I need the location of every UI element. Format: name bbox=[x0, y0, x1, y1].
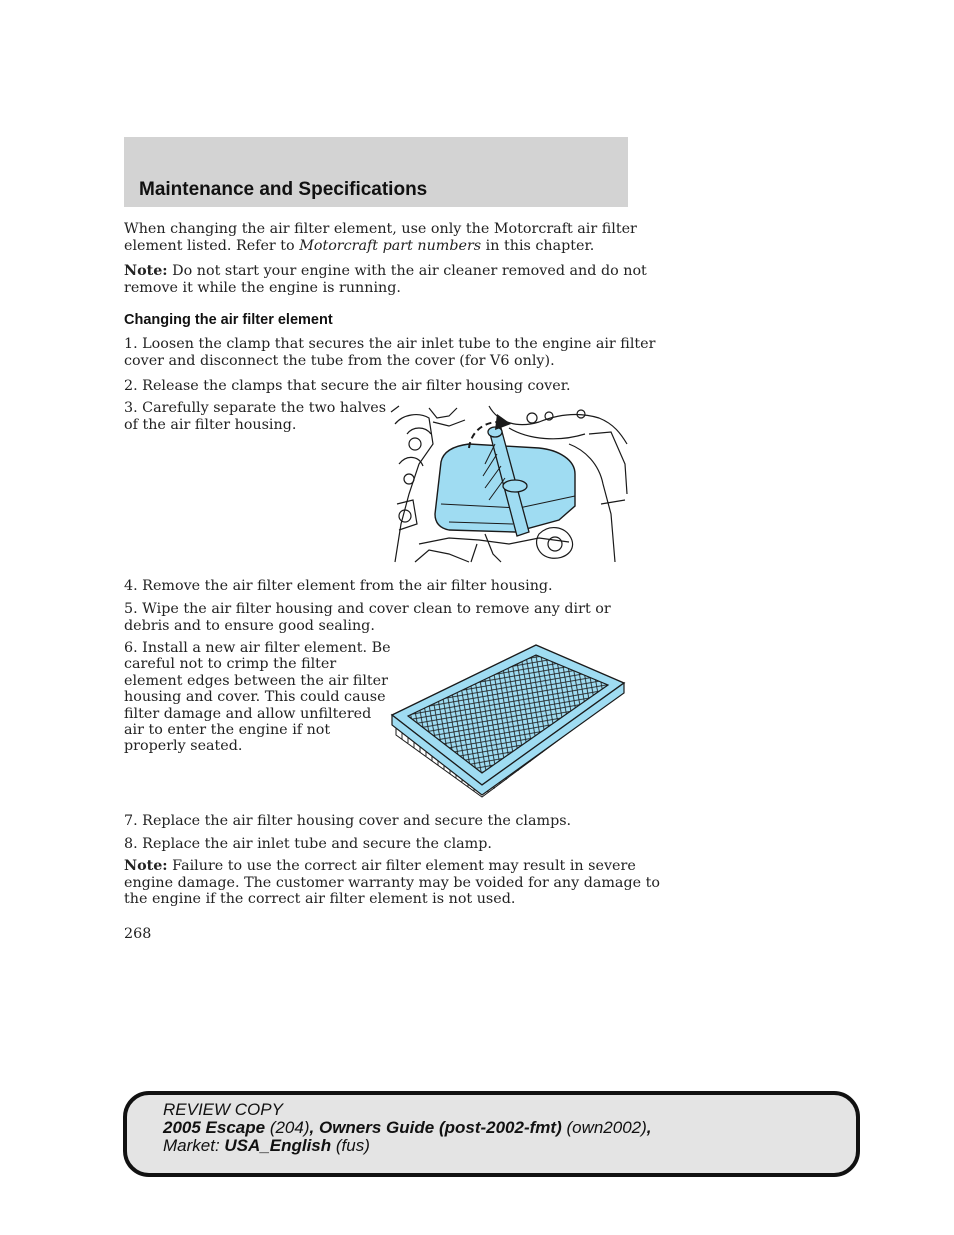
note-label: Note: bbox=[124, 263, 168, 279]
footer-market-label: Market: bbox=[163, 1136, 225, 1155]
note-text: Failure to use the correct air filter element may result in severe bbox=[167, 858, 636, 874]
footer-market-line bbox=[163, 1137, 652, 1155]
air-filter-element-illustration bbox=[388, 643, 628, 801]
note-text-line-2: engine damage. The customer warranty may be voided for any damage to bbox=[124, 874, 660, 891]
step-7: 7. Replace the air filter housing cover and secure the clamps. bbox=[124, 813, 572, 829]
step-5-line-2: debris and to ensure good sealing. bbox=[124, 618, 375, 634]
step-1-line-1: 1. Loosen the clamp that secures the air inlet tube to the engine air filter bbox=[124, 336, 656, 352]
step-6-line-1: 6. Install a new air filter element. Be bbox=[124, 640, 391, 656]
air-filter-housing-illustration bbox=[389, 404, 629, 564]
step-5-line-1: 5. Wipe the air filter housing and cover clean to remove any dirt or bbox=[124, 601, 611, 617]
step-6-line-7: properly seated. bbox=[124, 738, 243, 755]
step-6-line-4: housing and cover. This could cause bbox=[124, 689, 386, 706]
footer-guide: Owners Guide (post-2002-fmt) bbox=[318, 1118, 562, 1137]
note-text: Do not start your engine with the air cleaner removed and do not bbox=[167, 263, 647, 279]
footer-separator: , bbox=[309, 1118, 319, 1137]
step-5 bbox=[124, 601, 611, 635]
intro-text: element listed. Refer to bbox=[124, 238, 300, 254]
footer-model: 2005 Escape bbox=[163, 1118, 266, 1137]
footer-separator: , bbox=[646, 1118, 652, 1137]
step-3-line-1: 3. Carefully separate the two halves bbox=[124, 400, 387, 416]
step-6-line-3: element edges between the air filter bbox=[124, 672, 388, 689]
step-3 bbox=[124, 400, 386, 434]
footer-product-line bbox=[163, 1119, 652, 1137]
footer-text bbox=[163, 1101, 652, 1155]
intro-line-2 bbox=[124, 238, 637, 255]
step-8: 8. Replace the air inlet tube and secure the clamp. bbox=[124, 836, 492, 852]
note-text-line-3: the engine if the correct air filter element is not used. bbox=[124, 891, 516, 908]
section-header-band bbox=[124, 137, 628, 207]
intro-text-end: in this chapter. bbox=[481, 238, 595, 254]
footer-model-code: (204) bbox=[265, 1118, 310, 1137]
note-text-line-2: remove it while the engine is running. bbox=[124, 280, 401, 296]
page-number: 268 bbox=[124, 926, 152, 942]
step-1 bbox=[124, 336, 655, 370]
note-label: Note: bbox=[124, 858, 168, 874]
step-4: 4. Remove the air filter element from the air filter housing. bbox=[124, 578, 553, 594]
step-6-line-2: careful not to crimp the filter bbox=[124, 656, 337, 673]
step-1-line-2: cover and disconnect the tube from the cover (for V6 only). bbox=[124, 353, 555, 369]
step-2: 2. Release the clamps that secure the air filter housing cover. bbox=[124, 378, 571, 394]
footer-guide-code: (own2002) bbox=[561, 1118, 647, 1137]
footer-market: USA_English bbox=[224, 1136, 332, 1155]
note-damage-warning bbox=[124, 858, 660, 908]
footer-market-code: (fus) bbox=[331, 1136, 370, 1155]
step-6-line-5: filter damage and allow unfiltered bbox=[124, 705, 372, 722]
review-copy-footer bbox=[123, 1091, 860, 1177]
intro-line-1: When changing the air filter element, use only the Motorcraft air filter bbox=[124, 221, 637, 237]
step-6-line-6: air to enter the engine if not bbox=[124, 722, 331, 739]
step-3-line-2: of the air filter housing. bbox=[124, 417, 297, 433]
part-numbers-reference: Motorcraft part numbers bbox=[299, 238, 482, 254]
section-title: Maintenance and Specifications bbox=[139, 179, 428, 200]
step-6 bbox=[124, 640, 391, 755]
subheading: Changing the air filter element bbox=[124, 312, 333, 328]
intro-paragraph bbox=[124, 221, 637, 255]
review-copy-label: REVIEW COPY bbox=[163, 1100, 283, 1119]
note-engine-warning bbox=[124, 263, 647, 297]
